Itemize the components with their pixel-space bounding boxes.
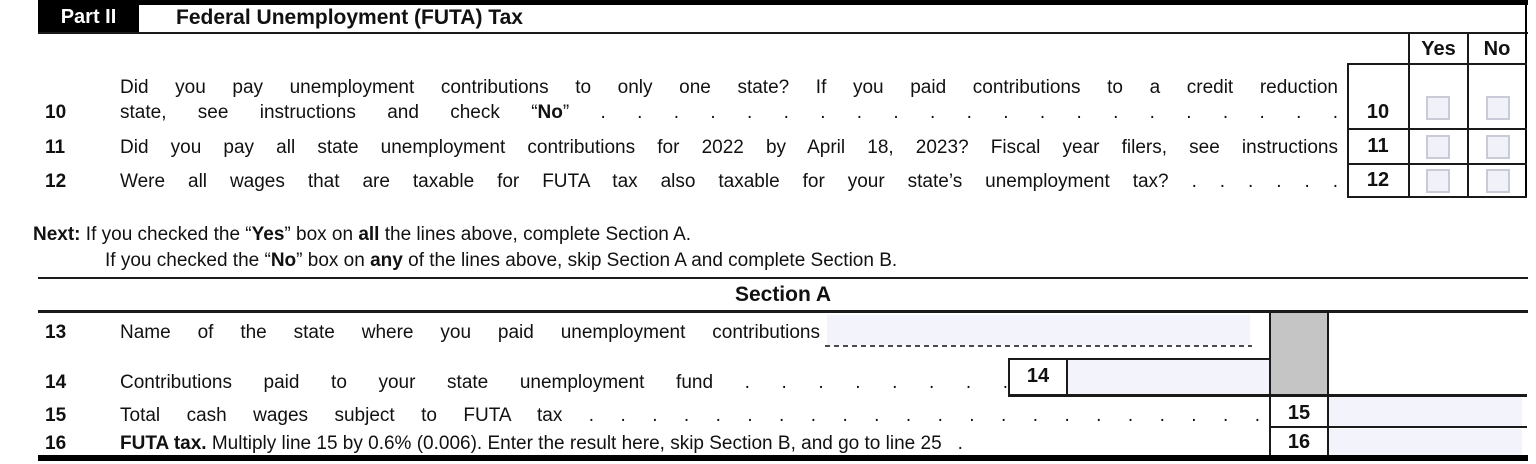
table-rule bbox=[1347, 163, 1527, 165]
table-rule bbox=[1347, 63, 1527, 65]
line-number-16: 16 bbox=[45, 433, 67, 454]
bottom-border bbox=[38, 455, 1528, 461]
line-number-10: 10 bbox=[45, 102, 67, 123]
amount-input-15[interactable] bbox=[1329, 397, 1522, 426]
table-line-number-10: 10 bbox=[1366, 101, 1390, 123]
table-line-number-12: 12 bbox=[1366, 169, 1390, 191]
divider bbox=[38, 277, 1528, 279]
checkbox-10-no[interactable] bbox=[1486, 96, 1510, 120]
table-right-border bbox=[1525, 0, 1527, 197]
amount-input-16[interactable] bbox=[1329, 429, 1522, 455]
header-rule bbox=[38, 32, 1528, 34]
part-ii-label-box bbox=[38, 2, 139, 33]
no-column-header: No bbox=[1483, 38, 1511, 60]
question-11: Did you pay all state unemployment contributions for 2022 by April 18, 2023? Fiscal year filers, see instructions bbox=[120, 137, 1338, 158]
row-15-label: Total cash wages subject to FUTA tax . . . . . . . . . . . . . . . . . . . . . . bbox=[120, 405, 1260, 426]
part-ii-label: Part II bbox=[60, 6, 117, 28]
next-note-line1: Next: If you checked the “Yes” box on all the lines above, complete Section A. bbox=[33, 224, 692, 245]
section-title: Federal Unemployment (FUTA) Tax bbox=[176, 6, 523, 29]
row-16-label: FUTA tax. Multiply line 15 by 0.6% (0.006). Enter the result here, skip Section B, and go to line 25 . bbox=[120, 433, 963, 454]
checkbox-11-no[interactable] bbox=[1486, 135, 1510, 159]
dot-leader: . . . . . . . . . . . . . . . . . . . . . . bbox=[588, 405, 1260, 426]
row-16-box-number: 16 bbox=[1287, 431, 1311, 453]
section-a-title: Section A bbox=[734, 283, 832, 306]
next-note-line2: If you checked the “No” box on any of the lines above, skip Section A and complete Section B. bbox=[105, 250, 898, 271]
table-bottom-rule bbox=[1347, 196, 1527, 198]
dot-leader: . . . . . . . . bbox=[744, 372, 1008, 393]
line-number-11: 11 bbox=[45, 137, 66, 158]
dot-leader: . . . . . . . . . . . . . . . . . . . . . bbox=[600, 102, 1338, 123]
table-line-number-11: 11 bbox=[1367, 135, 1389, 157]
shaded-block bbox=[1271, 313, 1327, 394]
next-label: Next: bbox=[33, 224, 81, 245]
question-12: Were all wages that are taxable for FUTA tax also taxable for your state’s unemployment tax? . . . . . . bbox=[120, 171, 1338, 192]
checkbox-12-no[interactable] bbox=[1486, 169, 1510, 193]
checkbox-11-yes[interactable] bbox=[1426, 135, 1450, 159]
line-number-15: 15 bbox=[45, 405, 67, 426]
checkbox-10-yes[interactable] bbox=[1426, 96, 1450, 120]
line-number-14: 14 bbox=[45, 372, 67, 393]
line-number-13: 13 bbox=[45, 322, 67, 343]
row-14-box-number: 14 bbox=[1026, 365, 1050, 387]
row-13-label: Name of the state where you paid unemployment contributions bbox=[120, 322, 820, 343]
row-15-bottom-rule bbox=[1269, 426, 1527, 428]
amount-input-14[interactable] bbox=[1068, 360, 1269, 394]
row-15-box-number: 15 bbox=[1287, 402, 1311, 424]
state-name-input[interactable] bbox=[827, 315, 1250, 345]
question-10-line2: state, see instructions and check “No” . . . . . . . . . . . . . . . . . . . . . bbox=[120, 102, 1338, 123]
dot-leader: . . . . . . bbox=[1191, 171, 1338, 192]
yes-column-header: Yes bbox=[1421, 38, 1456, 60]
line-number-12: 12 bbox=[45, 171, 67, 192]
question-10-line1: Did you pay unemployment contributions to only one state? If you paid contributions to a credit reduction bbox=[120, 77, 1338, 98]
checkbox-12-yes[interactable] bbox=[1426, 169, 1450, 193]
dot-leader: . bbox=[957, 433, 963, 454]
row-14-label: Contributions paid to your state unemployment fund . . . . . . . . bbox=[120, 372, 1008, 393]
table-rule bbox=[1347, 128, 1527, 130]
state-name-entry-line bbox=[825, 345, 1252, 347]
